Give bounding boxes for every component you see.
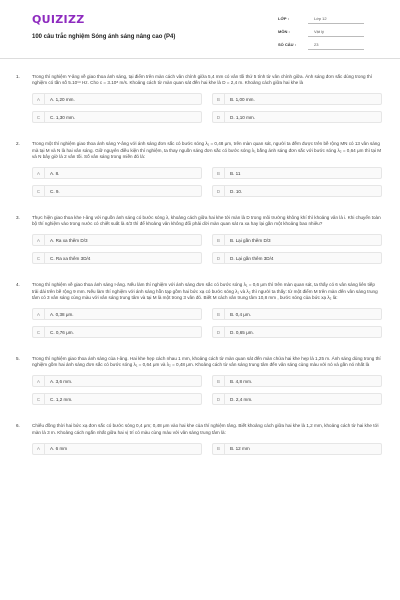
answer-option-b[interactable] bbox=[212, 93, 382, 105]
answer-letter: B bbox=[213, 376, 225, 386]
answer-letter: A bbox=[33, 168, 45, 178]
question-number: 5. bbox=[16, 356, 20, 362]
answer-text: B. 1,00 mm. bbox=[230, 96, 255, 102]
answer-options bbox=[16, 443, 382, 455]
answer-options bbox=[16, 375, 382, 405]
answer-text: D. 10. bbox=[230, 188, 243, 194]
answer-text: A. 3,6 mm. bbox=[50, 378, 73, 384]
answer-option-a[interactable] bbox=[32, 308, 202, 320]
answer-letter: B bbox=[213, 235, 225, 245]
answer-text: B. Lại gần thêm D/3 bbox=[230, 237, 271, 243]
question-number: 4. bbox=[16, 282, 20, 288]
answer-text: D. 1,10 mm. bbox=[230, 114, 256, 120]
answer-letter: C bbox=[33, 394, 45, 404]
answer-option-d[interactable] bbox=[212, 252, 382, 264]
answer-letter: A bbox=[33, 376, 45, 386]
question-text: Trong thí nghiệm giao thoa ánh sáng của I-âng. Hai khe hẹp cách nhau 1 mm, khoảng cách từ màn quan sát đến màn chứa hai khe hẹp là 1,25 m. Ánh sáng dùng trong thí nghiệm gồm hai ánh sáng đơn sắc có bước sóng λ₁ = 0,64 μm và λ₂ = 0,48 μm. Khoảng cách từ vân sáng trung tâm đến vân sáng cùng màu với nó và gần nó nhất là bbox=[32, 356, 381, 368]
answer-letter: C bbox=[33, 186, 45, 196]
answer-text: B. 12 mm bbox=[230, 446, 250, 452]
answer-text: C. 0,76 μm. bbox=[50, 329, 74, 335]
answer-option-d[interactable] bbox=[212, 326, 382, 338]
answer-letter: D bbox=[213, 394, 225, 404]
meta-row-subject bbox=[278, 25, 364, 38]
meta-label: MÔN : bbox=[278, 29, 290, 34]
question-text: Trong thí nghiệm Y-âng về giao thoa ánh sáng, tại điểm trên màn cách vân chính giữa 5,4 mm có vân tối thứ 5 tính từ vân chính giữa. Ánh sáng đơn sắc dùng trong thí nghiệm có tần số 5.10¹⁴ Hz. Cho c = 3.10⁸ m/s. Khoảng cách từ màn quan sát đến hai khe là D = 2,4 m. Khoảng cách giữa hai khe là bbox=[32, 74, 372, 86]
answer-option-a[interactable] bbox=[32, 375, 202, 387]
answer-letter: A bbox=[33, 235, 45, 245]
answer-text: C. 1,2 mm. bbox=[50, 396, 73, 402]
answer-option-b[interactable] bbox=[212, 375, 382, 387]
answer-letter: C bbox=[33, 112, 45, 122]
answer-options bbox=[16, 234, 382, 264]
answer-text: C. 1,30 mm. bbox=[50, 114, 76, 120]
question-6 bbox=[16, 423, 382, 454]
answer-option-a[interactable] bbox=[32, 93, 202, 105]
answer-letter: D bbox=[213, 253, 225, 263]
answer-text: D. 0,65 μm. bbox=[230, 329, 254, 335]
answer-option-c[interactable] bbox=[32, 185, 202, 197]
answer-text: A. 8. bbox=[50, 170, 60, 176]
answer-text: A. 1,20 mm. bbox=[50, 96, 75, 102]
page-title: 100 câu trắc nghiệm Sóng ánh sáng nâng cao (P4) bbox=[32, 34, 176, 40]
question-3 bbox=[16, 215, 382, 264]
answer-option-c[interactable] bbox=[32, 326, 202, 338]
question-number: 6. bbox=[16, 423, 20, 429]
answer-letter: B bbox=[213, 444, 225, 454]
answer-letter: A bbox=[33, 444, 45, 454]
question-number: 2. bbox=[16, 141, 20, 147]
answer-option-c[interactable] bbox=[32, 252, 202, 264]
answer-letter: A bbox=[33, 94, 45, 104]
quizizz-logo: QUIZIZZ bbox=[32, 13, 85, 26]
answer-option-d[interactable] bbox=[212, 111, 382, 123]
answer-text: D. 2,4 mm. bbox=[230, 396, 253, 402]
answer-letter: C bbox=[33, 327, 45, 337]
answer-text: A. 0,38 μm. bbox=[50, 311, 74, 317]
answer-option-d[interactable] bbox=[212, 393, 382, 405]
answer-letter: B bbox=[213, 168, 225, 178]
meta-value: Vật lý bbox=[308, 27, 364, 37]
question-2 bbox=[16, 141, 382, 197]
question-number: 1. bbox=[16, 74, 20, 79]
answer-option-c[interactable] bbox=[32, 393, 202, 405]
question-text: Trong thí nghiệm về giao thoa ánh sáng I-âng. Nếu làm thí nghiệm với ánh sáng đơn sắc có bước sóng λ₁ = 0,6 μm thì trên màn quan sát, ta thấy có 6 vân sáng liên tiếp trải dài trên bề rộng 9 mm. Nếu làm thí nghiệm với ánh sáng hỗn tạp gồm hai bức xạ có bước sóng λ₁ và λ₂ thì người ta thấy: từ một điểm M trên màn đến vân sáng trung tâm có 3 vân sáng cùng màu với vân sáng trung tâm và tại M là một trong 3 vân đó. Biết M cách vân trung tâm 10,8 mm , bước sóng của bức xạ λ₂ là: bbox=[32, 282, 378, 300]
meta-value: 23 bbox=[308, 40, 364, 50]
answer-text: C. 9. bbox=[50, 188, 60, 194]
answer-text: D. Lại gần thêm 3D/4 bbox=[230, 255, 274, 261]
meta-info bbox=[278, 12, 364, 51]
answer-options bbox=[16, 308, 382, 338]
answer-option-c[interactable] bbox=[32, 111, 202, 123]
question-number: 3. bbox=[16, 215, 20, 221]
answer-option-a[interactable] bbox=[32, 167, 202, 179]
answer-text: A. 6 mm bbox=[50, 446, 68, 452]
answer-letter: C bbox=[33, 253, 45, 263]
answer-letter: B bbox=[213, 309, 225, 319]
answer-letter: D bbox=[213, 327, 225, 337]
answer-letter: B bbox=[213, 94, 225, 104]
answer-option-b[interactable] bbox=[212, 308, 382, 320]
question-5 bbox=[16, 356, 382, 405]
meta-value: Lớp 12 bbox=[308, 14, 364, 24]
answer-letter: D bbox=[213, 112, 225, 122]
meta-row-count bbox=[278, 38, 364, 51]
answer-option-d[interactable] bbox=[212, 185, 382, 197]
meta-label: LỚP : bbox=[278, 16, 289, 21]
answer-letter: D bbox=[213, 186, 225, 196]
question-text: Trong một thí nghiệm giao thoa ánh sáng Y-âng với ánh sáng đơn sắc có bước sóng λ₁ = 0,48 μm, trên màn quan sát, người ta đếm được trên bề rộng MN có 13 vân sáng mà tại M và N là hai vân sáng. Giữ nguyên điều kiện thí nghiệm, ta thay nguồn sáng đơn sắc có bước sóng λ₁ bằng ánh sáng đơn sắc với bước sóng λ₂ = 0,64 μm thì tại M và N bây giờ là 2 vân tối. Số vân sáng trong miền đó là: bbox=[32, 141, 382, 159]
question-text: Thực hiện giao thoa khe I-âng với nguồn ánh sáng có bước sóng λ, khoảng cách giữa hai khe tới màn là D trong môi trường không khí thì khoảng vân là i. Khi chuyển toàn bộ thí nghiệm vào trong nước có chiết suất là 4/3 thì để khoảng vân không đổi phải dời màn quan sát ra xa hay lại gần một khoảng bao nhiêu? bbox=[32, 215, 381, 227]
answer-option-b[interactable] bbox=[212, 234, 382, 246]
question-1 bbox=[16, 74, 382, 123]
answer-text: B. 11 bbox=[230, 170, 241, 176]
question-list bbox=[16, 74, 382, 473]
answer-letter: A bbox=[33, 309, 45, 319]
answer-option-b[interactable] bbox=[212, 443, 382, 455]
meta-row-class bbox=[278, 12, 364, 25]
answer-text: C. Ra xa thêm 3D/4 bbox=[50, 255, 91, 261]
answer-options bbox=[16, 93, 382, 123]
answer-option-a[interactable] bbox=[32, 234, 202, 246]
answer-text: A. Ra xa thêm D/3 bbox=[50, 237, 88, 243]
answer-option-b[interactable] bbox=[212, 167, 382, 179]
meta-label: SỐ CÂU : bbox=[278, 42, 296, 47]
answer-text: B. 4,8 mm. bbox=[230, 378, 253, 384]
question-4 bbox=[16, 282, 382, 338]
answer-text: B. 0,4 μm. bbox=[230, 311, 252, 317]
header-divider bbox=[0, 58, 400, 59]
answer-option-a[interactable] bbox=[32, 443, 202, 455]
header bbox=[16, 0, 382, 58]
question-text: Chiếu đồng thời hai bức xạ đơn sắc có bước sóng 0,4 μm; 0,48 μm vào hai khe của thí nghiệm Iâng. Biết khoảng cách giữa hai khe là 1,2 mm, khoảng cách từ hai khe tới màn là 3 m. Khoảng cách ngắn nhất giữa hai vị trí có màu cùng màu với vân sáng trung tâm là: bbox=[32, 423, 379, 435]
answer-options bbox=[16, 167, 382, 197]
